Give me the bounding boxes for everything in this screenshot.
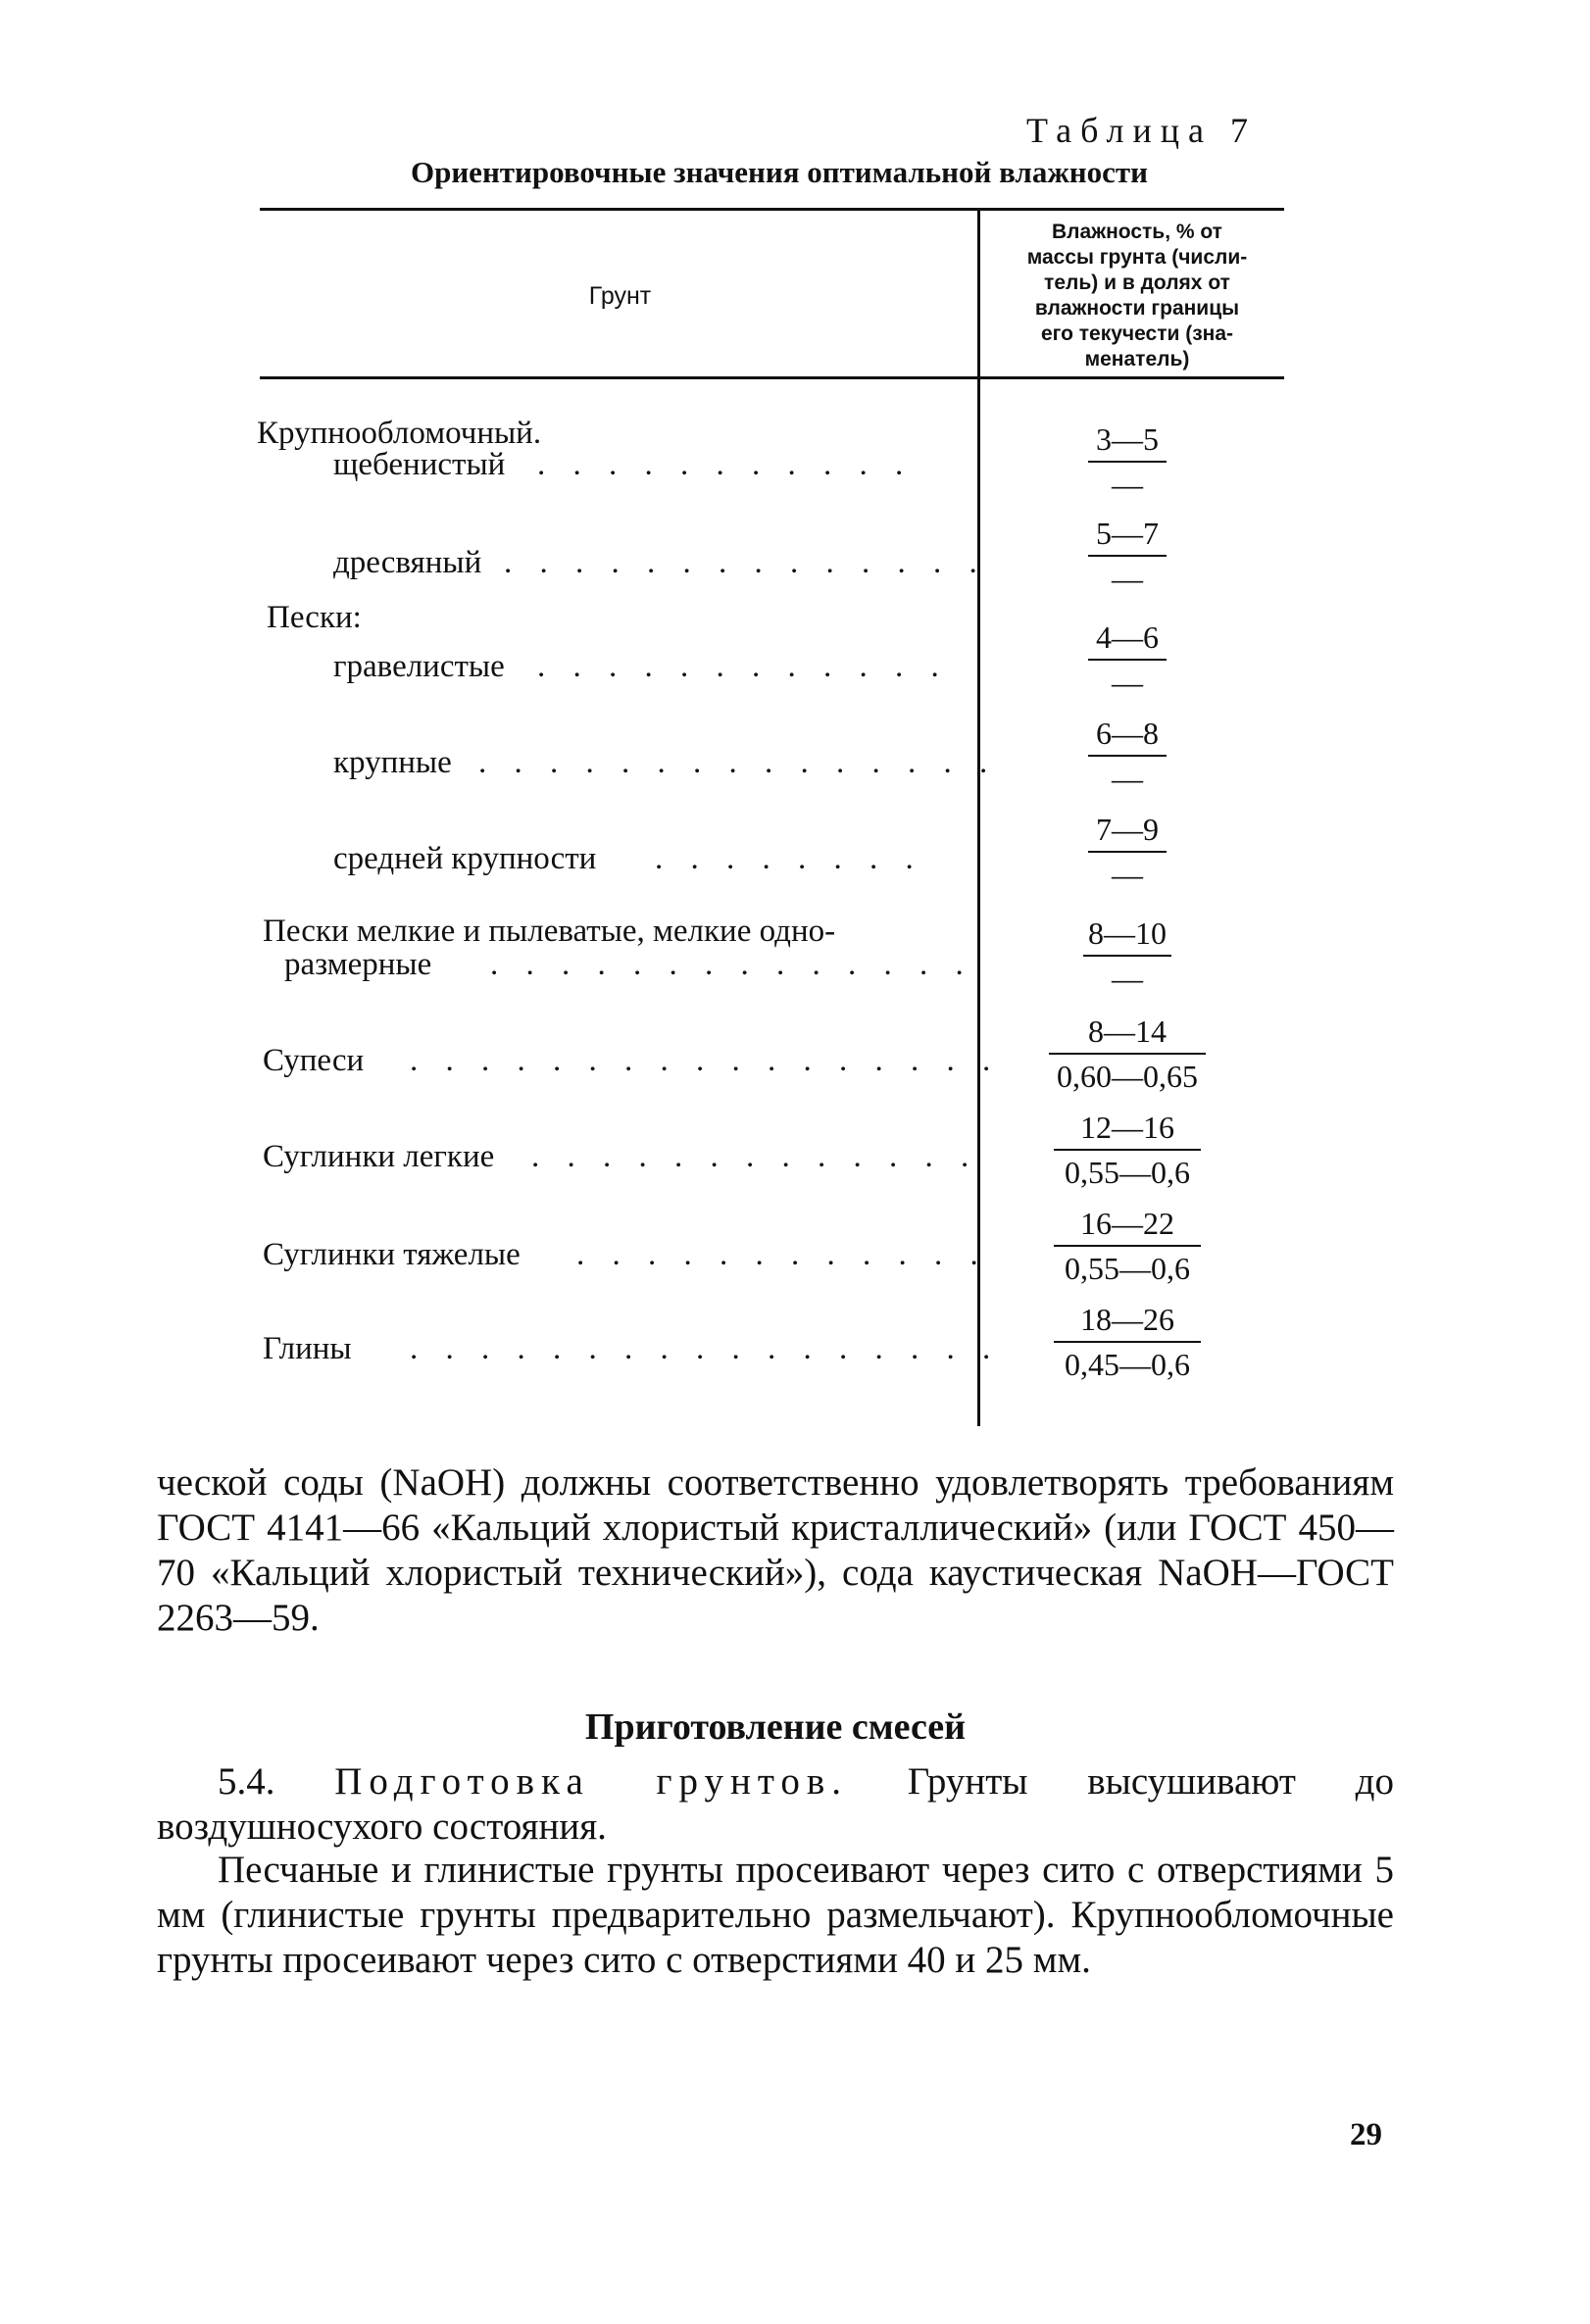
row-label: Пески мелкие и пылеватые, мелкие одно- xyxy=(263,914,836,949)
fraction-bar xyxy=(1083,955,1171,957)
header-line: влажности границы xyxy=(1034,297,1240,320)
numerator: 3—5 xyxy=(1096,421,1159,457)
table-top-rule xyxy=(260,208,1284,211)
table-title: Ориентировочные значения оптимальной влажности xyxy=(410,155,1149,189)
header-line: Влажность, % от xyxy=(1052,221,1222,243)
table-number: Таблица 7 xyxy=(1026,111,1257,150)
fraction-bar xyxy=(1054,1245,1201,1247)
body-paragraph: ческой соды (NaOH) должны соответственно удовлетворять требованиям ГОСТ 4141—66 «Кальций хлористый кристаллический» (или ГОСТ 450—70 «Кальций хлористый технический»), сода каустическая NaOH—ГОСТ 2263—59. xyxy=(157,1461,1394,1639)
numerator: 8—14 xyxy=(1088,1014,1167,1049)
dot-leader: . . . . . . . . . . . xyxy=(537,447,914,482)
fraction-bar xyxy=(1088,461,1167,463)
dot-leader: . . . . . . . . . . . . . . . xyxy=(478,745,998,780)
numerator: 6—8 xyxy=(1096,716,1159,751)
header-line: менатель) xyxy=(1084,348,1190,371)
denominator: 0,55—0,6 xyxy=(1065,1251,1190,1286)
moisture-value xyxy=(1039,716,1216,796)
row-label: размерные xyxy=(284,947,432,982)
header-line: массы грунта (числи- xyxy=(1026,246,1248,269)
dot-leader: . . . . . . . . . . . . . . . . . xyxy=(410,1331,1001,1366)
header-line: тель) и в долях от xyxy=(1044,272,1230,294)
row-label: дресвяный xyxy=(333,545,482,580)
fraction-bar xyxy=(1088,851,1167,853)
row-label: Супеси xyxy=(263,1043,365,1078)
row-label: Суглинки тяжелые xyxy=(263,1237,521,1272)
dot-leader: . . . . . . . . . . . . . . . . . xyxy=(410,1043,1001,1078)
row-label: щебенистый xyxy=(333,447,506,482)
moisture-value xyxy=(1039,516,1216,596)
dot-leader: . . . . . . . . . . . . . . xyxy=(504,545,987,580)
row-label: гравелистые xyxy=(333,649,505,684)
moisture-value xyxy=(1039,1014,1216,1094)
moisture-value xyxy=(1039,1110,1216,1190)
denominator: — xyxy=(1112,961,1143,996)
fraction-bar xyxy=(1049,1053,1206,1055)
dot-leader: . . . . . . . . xyxy=(655,841,923,876)
fraction-bar xyxy=(1054,1149,1201,1151)
row-label: средней крупности xyxy=(333,841,597,876)
clause-title: Подготовка грунтов. xyxy=(334,1760,849,1803)
numerator: 8—10 xyxy=(1088,915,1167,951)
moisture-value xyxy=(1039,1206,1216,1286)
row-label: Крупнообломочный. xyxy=(257,416,542,451)
column-header-soil: Грунт xyxy=(588,282,652,310)
moisture-value xyxy=(1039,1302,1216,1382)
numerator: 12—16 xyxy=(1080,1110,1174,1145)
numerator: 5—7 xyxy=(1096,516,1159,551)
fraction-bar xyxy=(1088,659,1167,661)
page-number: 29 xyxy=(1350,2117,1382,2152)
denominator: — xyxy=(1112,665,1143,700)
moisture-value xyxy=(1039,421,1216,502)
dot-leader: . . . . . . . . . . . . . . xyxy=(490,947,973,982)
body-paragraph: Песчаные и глинистые грунты просеивают через сито с отверстиями 5 мм (глинистые грунты предварительно размельчают). Крупнообломочные грунты просеивают через сито с отверстиями 40 и 25 мм. xyxy=(157,1849,1394,1981)
column-header-moisture xyxy=(990,214,1284,378)
clause-text: Грунты высушивают до воздушносухого состояния. xyxy=(157,1760,1394,1848)
fraction-bar xyxy=(1088,555,1167,557)
row-label: Суглинки легкие xyxy=(263,1139,495,1174)
row-label: крупные xyxy=(333,745,452,780)
moisture-value xyxy=(1039,915,1216,996)
numerator: 7—9 xyxy=(1096,812,1159,847)
denominator: — xyxy=(1112,761,1143,796)
header-line: его текучести (зна- xyxy=(1040,322,1234,345)
numerator: 18—26 xyxy=(1080,1302,1174,1337)
row-label: Глины xyxy=(263,1331,352,1366)
denominator: — xyxy=(1112,561,1143,596)
dot-leader: . . . . . . . . . . . . . xyxy=(531,1139,979,1174)
section-heading: Приготовление смесей xyxy=(584,1706,967,1748)
denominator: — xyxy=(1112,857,1143,892)
body-paragraph xyxy=(157,1759,1394,1850)
denominator: — xyxy=(1112,467,1143,502)
numerator: 16—22 xyxy=(1080,1206,1174,1241)
dot-leader: . . . . . . . . . . . . xyxy=(537,649,949,684)
numerator: 4—6 xyxy=(1096,619,1159,655)
dot-leader: . . . . . . . . . . . . xyxy=(576,1237,988,1272)
denominator: 0,45—0,6 xyxy=(1065,1347,1190,1382)
moisture-value xyxy=(1039,812,1216,892)
row-label: Пески: xyxy=(267,600,362,635)
fraction-bar xyxy=(1054,1341,1201,1343)
moisture-value xyxy=(1039,619,1216,700)
clause-number: 5.4. xyxy=(218,1760,275,1803)
denominator: 0,55—0,6 xyxy=(1065,1155,1190,1190)
denominator: 0,60—0,65 xyxy=(1057,1059,1198,1094)
fraction-bar xyxy=(1088,755,1167,757)
